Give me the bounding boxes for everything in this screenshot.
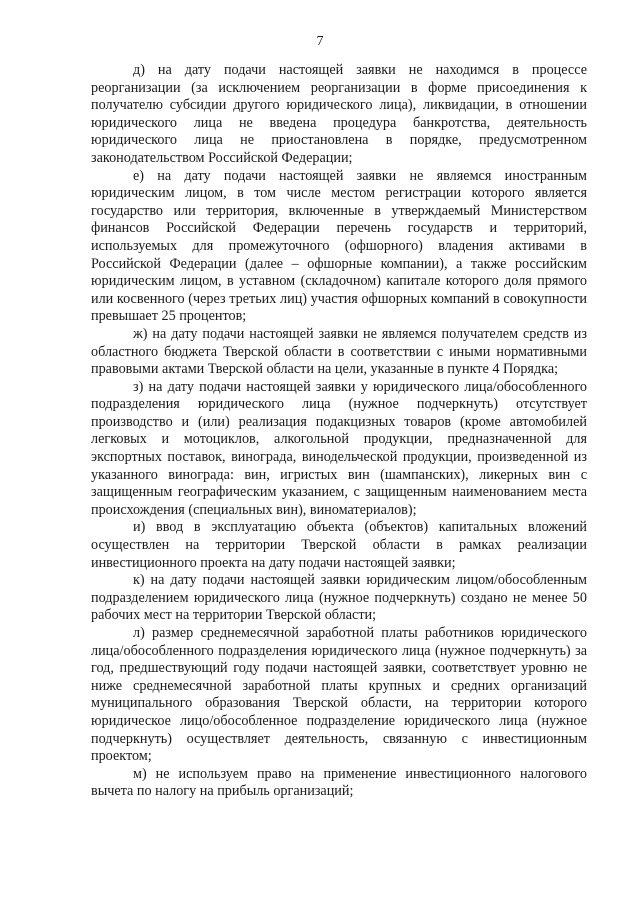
document-body bbox=[91, 62, 587, 801]
paragraph-l: л) размер среднемесячной заработной платы работников юридического лица/обособленного подразделения юридического лица (нужное подчеркнуть) за год, предшествующий году подачи настоящей заявки, соответствует уровню не ниже среднемесячной заработной платы крупных и средних организаций муниципального образования Тверской области, на территории которого юридическое лицо/обособленное подразделение юридического лица (нужное подчеркнуть) осуществляет деятельность, связанную с инвестиционным проектом; bbox=[91, 625, 587, 765]
page-number: 7 bbox=[316, 34, 324, 49]
paragraph-m: м) не используем право на применение инвестиционного налогового вычета по налогу на прибыль организаций; bbox=[91, 765, 587, 800]
paragraph-e: е) на дату подачи настоящей заявки не являемся иностранным юридическим лицом, в том числе местом регистрации которого является государство или территория, включенные в утверждаемый Министерством финансов Российской Федерации перечень государств и территорий, используемых для промежуточного (офшорного) владения активами в Российской Федерации (далее – офшорные компании), а также российским юридическим лицом, в уставном (складочном) капитале которого доля прямого или косвенного (через третьих лиц) участия офшорных компаний в совокупности превышает 25 процентов; bbox=[91, 167, 587, 325]
paragraph-k: к) на дату подачи настоящей заявки юридическим лицом/обособленным подразделением юридического лица (нужное подчеркнуть) создано не менее 50 рабочих мест на территории Тверской области; bbox=[91, 572, 587, 624]
paragraph-z: з) на дату подачи настоящей заявки у юридического лица/обособленного подразделения юридического лица (нужное подчеркнуть) отсутствует производство и (или) реализация подакцизных товаров (кроме автомобилей легковых и мотоциклов, алкогольной продукции, предназначенной для экспортных поставок, винограда, винодельческой продукции, произведенной из указанного винограда: вин, игристых вин (шампанских), ликерных вин с защищенным географическим указанием, с защищенным наименованием места происхождения (специальных вин), виноматериалов); bbox=[91, 378, 587, 518]
paragraph-i: и) ввод в эксплуатацию объекта (объектов) капитальных вложений осуществлен на территории Тверской области в рамках реализации инвестиционного проекта на дату подачи настоящей заявки; bbox=[91, 519, 587, 571]
paragraph-d: д) на дату подачи настоящей заявки не находимся в процессе реорганизации (за исключением реорганизации в форме присоединения к получателю субсидии другого юридического лица), ликвидации, в отношении юридического лица не введена процедура банкротства, деятельность юридического лица не приостановлена в порядке, предусмотренном законодательством Российской Федерации; bbox=[91, 62, 587, 166]
paragraph-zh: ж) на дату подачи настоящей заявки не являемся получателем средств из областного бюджета Тверской области в соответствии с иными нормативными правовыми актами Тверской области на цели, указанные в пункте 4 Порядка; bbox=[91, 325, 587, 378]
